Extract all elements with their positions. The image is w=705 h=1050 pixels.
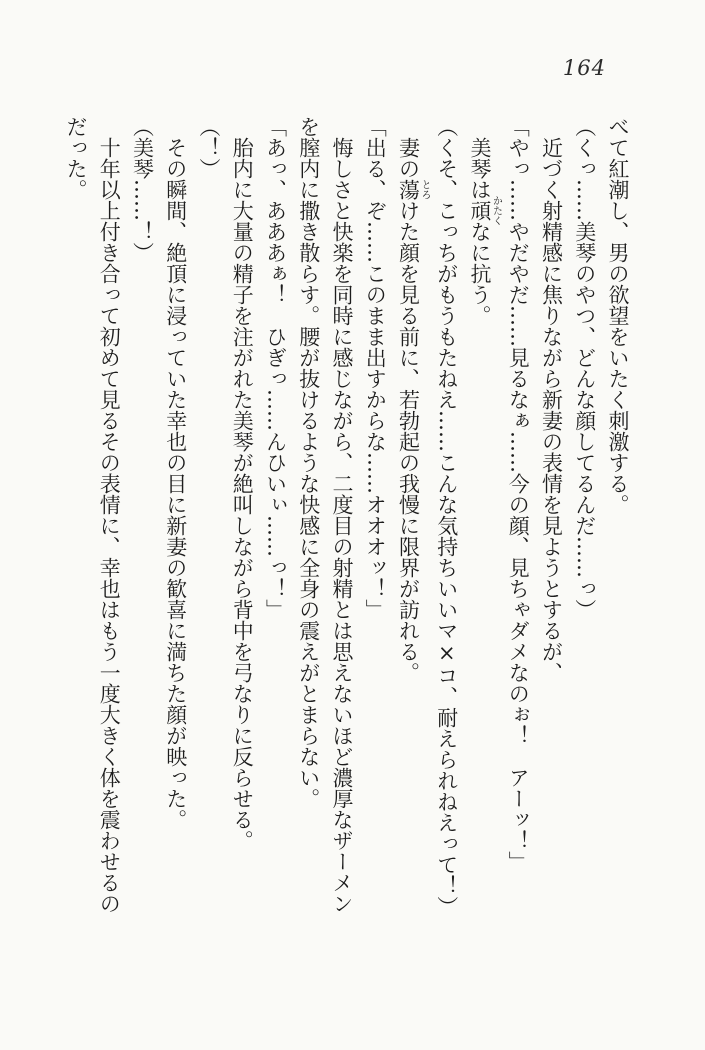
page-number: 164 <box>562 56 606 80</box>
text-run: べて紅潮し、男の欲望をいたく刺激する。 <box>606 116 630 515</box>
text-run: （くっ……美琴のやつ、どんな顔してるんだ……っ） <box>572 116 597 620</box>
ruby-annotated-text: 蕩とろ <box>396 179 430 200</box>
text-run: （！） <box>197 116 221 179</box>
paragraph <box>568 116 601 918</box>
text-run: その瞬間、絶頂に浸っていた幸也の目に新妻の歓喜に満ちた顔が映った。 <box>163 137 188 830</box>
text-run: 近づく射精感に焦りながら新妻の表情を見ようとするが、 <box>539 137 564 683</box>
furigana: とろ <box>419 179 430 200</box>
text-run: けた顔を見る前に、若勃起の我慢に限界が訪れる。 <box>396 200 421 683</box>
paragraph <box>225 116 258 918</box>
paragraph <box>601 116 634 918</box>
paragraph <box>501 116 534 918</box>
text-run: なに抗う。 <box>468 221 492 326</box>
paragraph <box>125 116 158 918</box>
text-run: 「やっ……やだやだ……見るなぁ……今の顔、見ちゃダメなのぉ！ アーッ！」 <box>506 116 531 872</box>
paragraph <box>534 116 567 918</box>
furigana: かたく <box>490 195 502 226</box>
text-run: 妻の <box>396 137 421 179</box>
paragraph <box>59 116 126 918</box>
paragraph <box>192 116 225 918</box>
text-run: 十年以上付き合って初めて見るその表情に、幸也はもう一度大きく体を震わせるのだった。 <box>64 116 122 914</box>
paragraph <box>463 116 501 918</box>
paragraph <box>292 116 359 918</box>
text-run: 「あっ、あああぁ！ ひぎっ……んひいぃ……っ！」 <box>263 116 288 620</box>
paragraph <box>391 116 429 918</box>
paragraph <box>159 116 192 918</box>
text-run: 美琴は <box>468 137 492 200</box>
text-run: 悔しさと快楽を同時に感じながら、二度目の射精とは思えないほど濃厚なザーメンを膣内に撒き散らす。腰が抜けるような快感に全身の震えがとまらない。 <box>296 116 354 914</box>
text-run: （美琴……！） <box>130 116 155 263</box>
ruby-annotated-text: 頑かたく <box>468 195 502 226</box>
paragraph <box>258 116 291 918</box>
paragraph <box>430 116 463 918</box>
vertical-text-block <box>59 116 634 918</box>
text-run: 胎内に大量の精子を注がれた美琴が絶叫しながら背中を弓なりに反らせる。 <box>230 137 255 851</box>
paragraph <box>358 116 391 918</box>
text-run: （くそ、こっちがもうもたねえ……こんな気持ちいいマ×コ、耐えられねえって！） <box>434 116 459 917</box>
text-run: 「出る、ぞ……このまま出すからな……オオオッ！」 <box>363 116 388 620</box>
